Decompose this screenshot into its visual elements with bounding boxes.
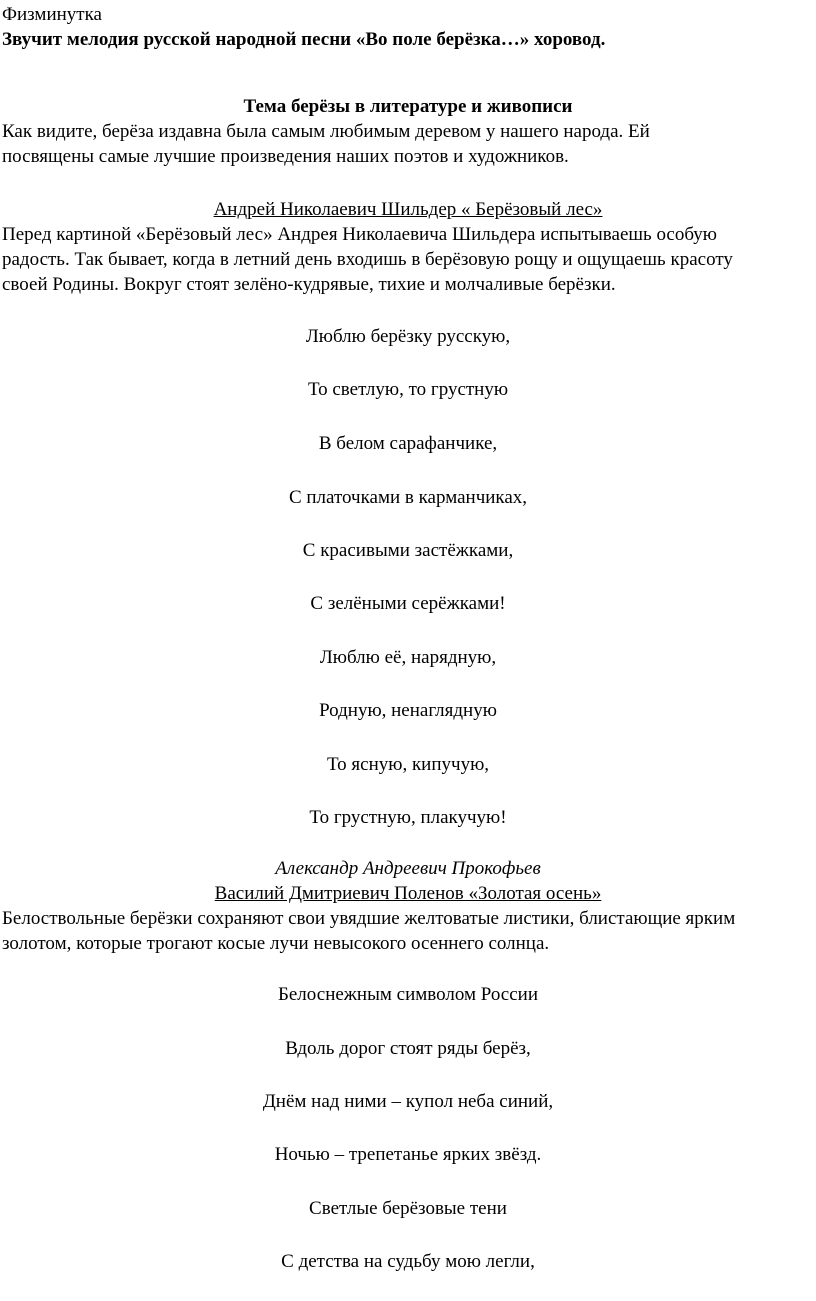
poem-line: С детства на судьбу мою легли,	[281, 1251, 535, 1272]
section-title: Тема берёзы в литературе и живописи	[243, 96, 573, 117]
intro-line: посвящены самые лучшие произведения наших поэтов и художников.	[2, 146, 569, 167]
poem-line: То ясную, кипучую,	[326, 754, 490, 775]
poem-line: Люблю берёзку русскую,	[305, 326, 511, 347]
poem-line: С красивыми застёжками,	[302, 540, 514, 561]
poem-line: Люблю её, нарядную,	[319, 647, 497, 668]
painting-description-line: радость. Так бывает, когда в летний день входишь в берёзовую рощу и ощущаешь красоту	[2, 249, 733, 270]
poem-line: Светлые берёзовые тени	[309, 1198, 507, 1219]
physical-break-label: Физминутка	[2, 4, 102, 25]
painting-description-line: золотом, которые трогают косые лучи невысокого осеннего солнца.	[2, 933, 550, 954]
painting-description-line: своей Родины. Вокруг стоят зелёно-кудрявые, тихие и молчаливые берёзки.	[2, 274, 616, 295]
poem-line: Родную, ненаглядную	[319, 700, 497, 721]
painting-caption-shilder: Андрей Николаевич Шильдер « Берёзовый лес»	[213, 199, 603, 220]
intro-line: Как видите, берёза издавна была самым любимым деревом у нашего народа. Ей	[2, 121, 650, 142]
poem-line: Белоснежным символом России	[277, 984, 539, 1005]
painting-description-line: Перед картиной «Берёзовый лес» Андрея Николаевича Шильдера испытываешь особую	[2, 224, 717, 245]
poem-author: Александр Андреевич Прокофьев	[275, 858, 541, 879]
poem-line: То светлую, то грустную	[307, 379, 509, 400]
poem-line: В белом сарафанчике,	[318, 433, 498, 454]
painting-caption-polenov: Василий Дмитриевич Поленов «Золотая осень»	[214, 883, 602, 904]
poem-line: Ночью – трепетанье ярких звёзд.	[274, 1144, 542, 1165]
painting-description-line: Белоствольные берёзки сохраняют свои увядшие желтоватые листики, блистающие ярким	[2, 908, 736, 929]
poem-line: С зелёными серёжками!	[310, 593, 506, 614]
poem-line: Вдоль дорог стоят ряды берёз,	[285, 1038, 531, 1059]
poem-line: С платочками в карманчиках,	[288, 487, 528, 508]
poem-line: То грустную, плакучую!	[309, 807, 507, 828]
music-note: Звучит мелодия русской народной песни «Во поле берёзка…» хоровод.	[2, 29, 606, 50]
poem-line: Днём над ними – купол неба синий,	[262, 1091, 554, 1112]
